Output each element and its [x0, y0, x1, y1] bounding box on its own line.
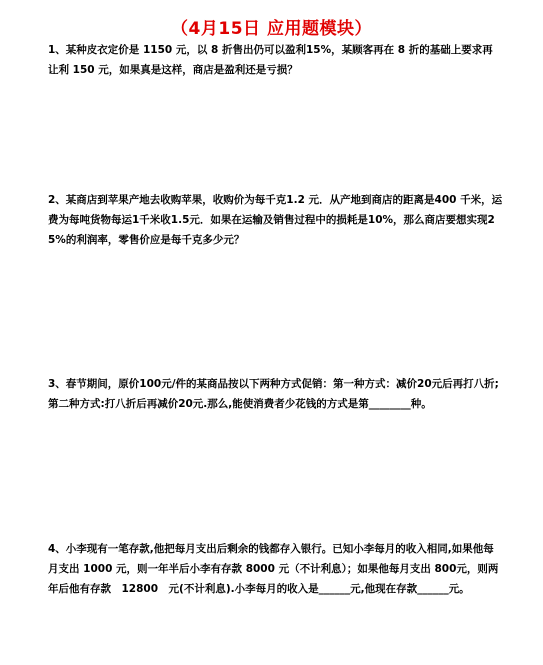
question-1: 1、某种皮衣定价是 1150 元，以 8 折售出仍可以盈利15%，某顾客再在 8 折的基础上要求再让利 150 元，如果真是这样，商店是盈利还是亏损？: [48, 44, 493, 76]
question-2: 2、某商店到苹果产地去收购苹果，收购价为每千克1.2 元．从产地到商店的距离是400 千米，运费为每吨货物每运1千米收1.5元．如果在运输及销售过程中的损耗是10%，那么商店要想实现25%的利润率，零售价应是每千克多少元？: [48, 194, 503, 246]
question-4: 4、小李现有一笔存款,他把每月支出后剩余的钱都存入银行。已知小李每月的收入相同,如果他每月支出 1000 元，则一年半后小李有存款 8000 元（不计利息）；如果他每月支出 800元，则两年后他有存款 12800 元(不计利息).小李每月的收入是______元,他现在存款______元。: [48, 543, 499, 595]
page-title: （4月15日 应用题模块）: [171, 19, 372, 39]
question-3: 3、春节期间，原价100元/件的某商品按以下两种方式促销：第一种方式：减价20元后再打八折;第二种方式:打八折后再减价20元.那么,能使消费者少花钱的方式是第________种。: [48, 378, 499, 410]
